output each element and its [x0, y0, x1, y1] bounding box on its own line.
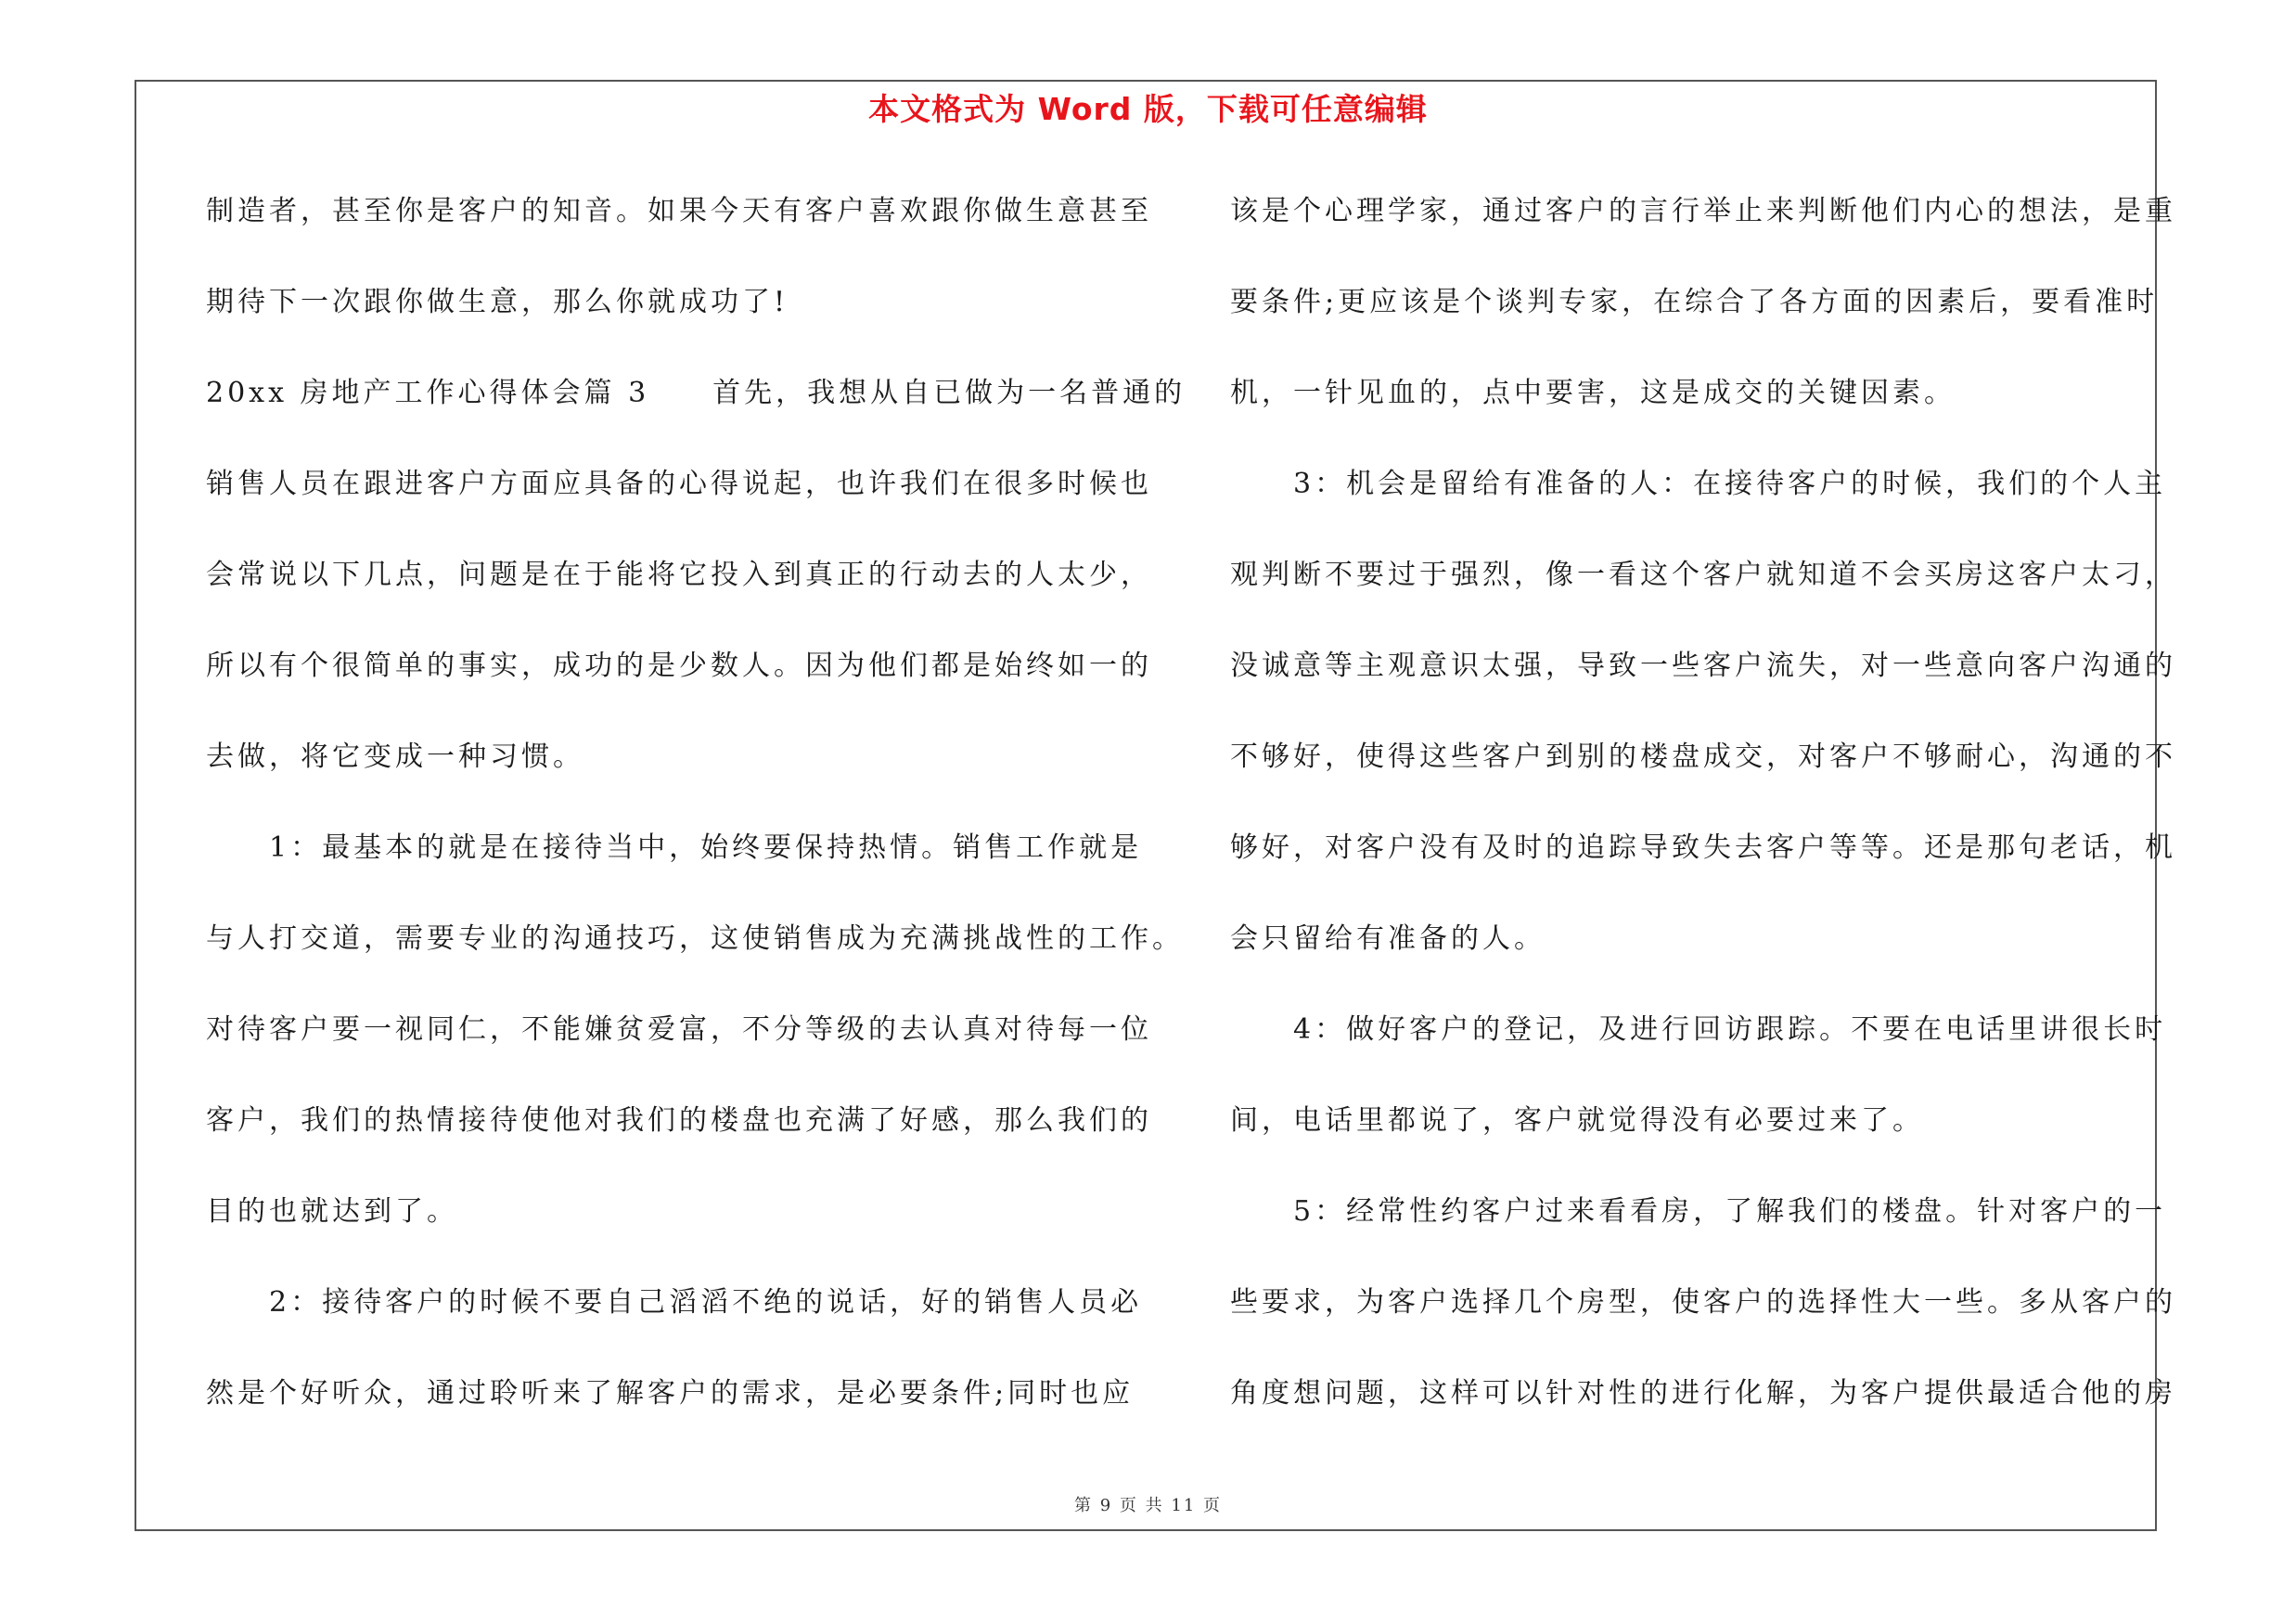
text-line: 会只留给有准备的人。 [1230, 922, 1546, 955]
text-line: 会常说以下几点，问题是在于能将它投入到真正的行动去的人太少， [206, 559, 1152, 591]
text-line: 该是个心理学家，通过客户的言行举止来判断他们内心的想法，是重 [1230, 195, 2176, 227]
text-line: 5：经常性约客户过来看看房，了解我们的楼盘。针对客户的一 [1230, 1195, 2167, 1228]
text-line: 20xx 房地产工作心得体会篇 3 首先，我想从自已做为一名普通的 [206, 377, 1186, 409]
text-line: 机，一针见血的，点中要害，这是成交的关键因素。 [1230, 377, 1956, 409]
left-text-column [206, 182, 1186, 1455]
right-text-column [1230, 182, 2176, 1455]
text-line: 与人打交道，需要专业的沟通技巧，这使销售成为充满挑战性的工作。 [206, 922, 1184, 955]
text-line: 然是个好听众，通过聆听来了解客户的需求，是必要条件;同时也应 [206, 1377, 1135, 1410]
text-line: 观判断不要过于强烈，像一看这个客户就知道不会买房这客户太刁， [1230, 559, 2176, 591]
footer-suffix: 页 [1203, 1496, 1223, 1515]
text-line: 制造者，甚至你是客户的知音。如果今天有客户喜欢跟你做生意甚至 [206, 195, 1152, 227]
text-line: 目的也就达到了。 [206, 1195, 458, 1228]
text-line: 2：接待客户的时候不要自己滔滔不绝的说话，好的销售人员必 [206, 1286, 1143, 1319]
text-line: 够好，对客户没有及时的追踪导致失去客户等等。还是那句老话，机 [1230, 831, 2176, 864]
text-line: 对待客户要一视同仁，不能嫌贫爱富，不分等级的去认真对待每一位 [206, 1013, 1152, 1046]
current-page-number: 9 [1099, 1496, 1113, 1515]
text-line: 间，电话里都说了，客户就觉得没有必要过来了。 [1230, 1104, 1924, 1137]
text-line: 角度想问题，这样可以针对性的进行化解，为客户提供最适合他的房 [1230, 1377, 2176, 1410]
text-line: 不够好，使得这些客户到别的楼盘成交，对客户不够耐心，沟通的不 [1230, 741, 2176, 773]
text-line: 所以有个很简单的事实，成功的是少数人。因为他们都是始终如一的 [206, 650, 1152, 682]
text-line: 销售人员在跟进客户方面应具备的心得说起，也许我们在很多时候也 [206, 468, 1152, 500]
text-line: 1：最基本的就是在接待当中，始终要保持热情。销售工作就是 [206, 831, 1143, 864]
text-line: 没诚意等主观意识太强，导致一些客户流失，对一些意向客户沟通的 [1230, 650, 2176, 682]
text-line: 3：机会是留给有准备的人：在接待客户的时候，我们的个人主 [1230, 468, 2167, 500]
format-banner: 本文格式为 Word 版，下载可任意编辑 [868, 91, 1428, 127]
text-line: 4：做好客户的登记，及进行回访跟踪。不要在电话里讲很长时 [1230, 1013, 2167, 1046]
text-line: 期待下一次跟你做生意，那么你就成功了! [206, 286, 789, 318]
text-line: 客户，我们的热情接待使他对我们的楼盘也充满了好感，那么我们的 [206, 1104, 1152, 1137]
text-line: 要条件;更应该是个谈判专家，在综合了各方面的因素后，要看准时 [1230, 286, 2159, 318]
page-number-footer [0, 1492, 2296, 1516]
footer-prefix: 第 [1073, 1496, 1093, 1515]
total-page-number: 11 [1171, 1496, 1197, 1515]
footer-middle: 页 共 [1119, 1496, 1164, 1515]
text-line: 去做，将它变成一种习惯。 [206, 741, 584, 773]
text-line: 些要求，为客户选择几个房型，使客户的选择性大一些。多从客户的 [1230, 1286, 2176, 1319]
